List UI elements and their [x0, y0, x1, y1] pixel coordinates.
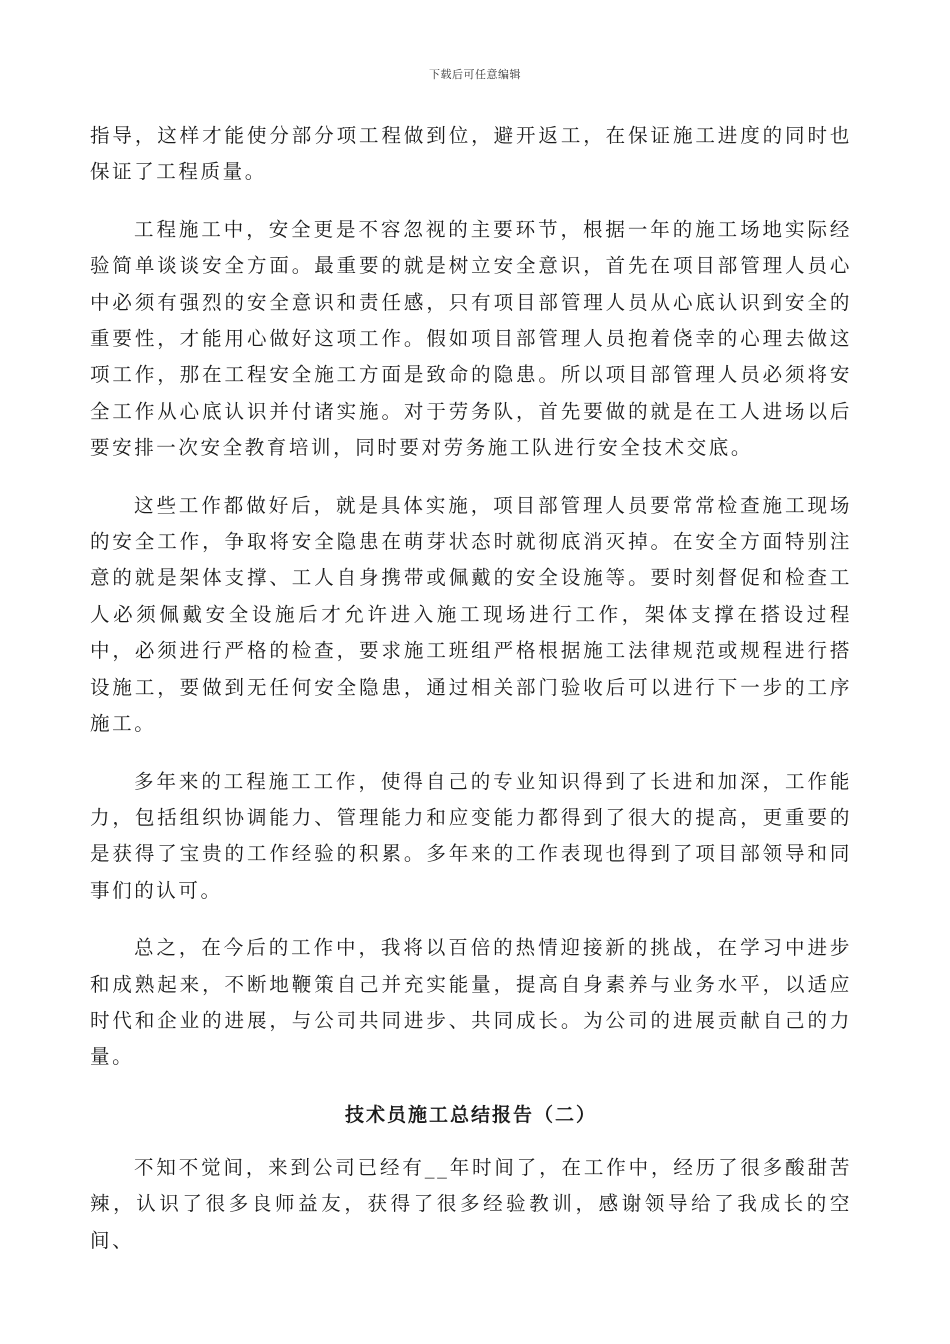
document-body	[90, 118, 852, 1280]
paragraph-continuation: 指导，这样才能使分部分项工程做到位，避开返工，在保证施工进度的同时也保证了工程质量。	[90, 124, 852, 184]
paragraph-conclusion: 总之，在今后的工作中，我将以百倍的热情迎接新的挑战，在学习中进步和成熟起来，不断地鞭策自己并充实能量，提高自身素养与业务水平，以适应时代和企业的进展，与公司共同进步、共同成长。为公司的进展贡献自己的力量。	[90, 936, 852, 1069]
paragraph-section-intro: 不知不觉间，来到公司已经有__年时间了，在工作中，经历了很多酸甜苦辣，认识了很多良师益友，获得了很多经验教训，感谢领导给了我成长的空间、	[90, 1155, 852, 1252]
page-header: 下载后可任意编辑	[429, 68, 521, 81]
paragraph-experience: 多年来的工程施工工作，使得自己的专业知识得到了长进和加深，工作能力，包括组织协调能力、管理能力和应变能力都得到了很大的提高，更重要的是获得了宝贵的工作经验的积累。多年来的工作表现也得到了项目部领导和同事们的认可。	[90, 769, 852, 902]
paragraph-implementation: 这些工作都做好后，就是具体实施，项目部管理人员要常常检查施工现场的安全工作，争取将安全隐患在萌芽状态时就彻底消灭掉。在安全方面特别注意的就是架体支撑、工人自身携带或佩戴的安全设施等。要时刻督促和检查工人必须佩戴安全设施后才允许进入施工现场进行工作，架体支撑在搭设过程中，必须进行严格的检查，要求施工班组严格根据施工法律规范或规程进行搭设施工，要做到无任何安全隐患，通过相关部门验收后可以进行下一步的工序施工。	[90, 493, 852, 736]
paragraph-safety: 工程施工中，安全更是不容忽视的主要环节，根据一年的施工场地实际经验简单谈谈安全方面。最重要的就是树立安全意识，首先在项目部管理人员心中必须有强烈的安全意识和责任感，只有项目部管理人员从心底认识到安全的重要性，才能用心做好这项工作。假如项目部管理人员抱着侥幸的心理去做这项工作，那在工程安全施工方面是致命的隐患。所以项目部管理人员必须将安全工作从心底认识并付诸实施。对于劳务队，首先要做的就是在工人进场以后要安排一次安全教育培训，同时要对劳务施工队进行安全技术交底。	[90, 217, 852, 460]
section-title: 技术员施工总结报告（二）	[344, 1103, 597, 1126]
